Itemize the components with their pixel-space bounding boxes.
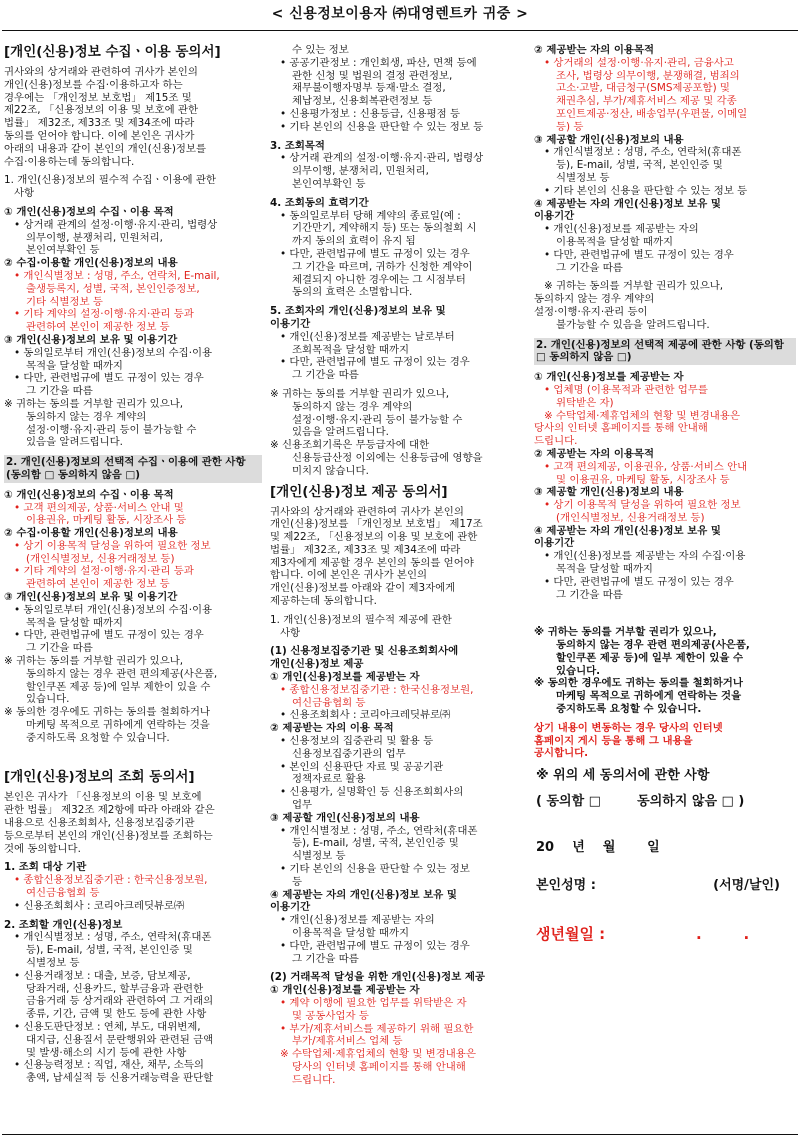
col1-line[interactable]: 2. 개인(신용)정보의 선택적 수집ㆍ이용에 관한 사항 (동의함 □ 동의하지 않음 □) — [4, 455, 262, 483]
col1-line: 여신금융협회 등 — [26, 887, 100, 900]
col2-line: 동의의 효력은 소멸합니다. — [292, 286, 413, 299]
col3-line: 그 기간을 따름 — [556, 261, 623, 274]
col1-line: 1. 개인(신용)정보의 필수적 수집ㆍ이용에 관한 — [4, 174, 216, 187]
col1-line: • 신용능력정보 : 직업, 재산, 채무, 소득의 — [14, 1059, 204, 1072]
col2-line: 그 기간을 따름 — [292, 952, 359, 965]
col1-line: ① 개인(신용)정보의 수집ㆍ이용 목적 — [4, 488, 174, 501]
col3-line: 할인쿠폰 제공 등)에 일부 제한이 있을 수 — [556, 651, 744, 664]
col2-line: • 부가/제휴서비스를 제공하기 위해 필요한 — [280, 1022, 474, 1035]
col2-line: 1. 개인(신용)정보의 필수적 제공에 관한 — [270, 613, 452, 626]
col1-line: 내용으로 신용조회회사, 신용정보집중기관 — [4, 817, 195, 830]
col1-line: • 고객 편의제공, 상품·서비스 안내 및 — [14, 501, 184, 514]
col2-line: • 신용평가, 실명확인 등 신용조회회사의 — [280, 786, 464, 799]
col2-line: • 종합신용정보집중기관 : 한국신용정보원, — [280, 683, 474, 696]
col3-line: 공시합니다. — [534, 747, 589, 760]
col1-line: 있습니다. — [26, 693, 70, 706]
col2-line: 부가/제휴서비스 업체 등 — [292, 1035, 403, 1048]
col1-line: 개인(신용)정보를 수집·이용하고자 하는 — [4, 78, 183, 91]
col2-line: 3. 조회목적 — [270, 139, 325, 152]
col3-line: • 다만, 관련법규에 별도 규정이 있는 경우 — [544, 248, 734, 261]
title-rule — [2, 30, 798, 31]
col1-line: ※ 귀하는 동의를 거부할 권리가 있으나, — [4, 655, 184, 668]
col1-line: ③ 개인(신용)정보의 보유 및 이용기간 — [4, 591, 178, 604]
col3-line: ① 개인(신용)정보를 제공받는 자 — [534, 371, 684, 384]
col3-line: • 개인식별정보 : 성명, 주소, 연락처(휴대폰 — [544, 146, 742, 159]
col2-line: 체납정보, 신용회복관련정보 등 — [292, 95, 433, 108]
col2-line: 이용기간 — [270, 317, 311, 330]
col2-line: 제3자에게 제공할 경우 본인의 동의를 얻어야 — [270, 556, 474, 569]
col3-line: • 기타 본인의 신용을 판단할 수 있는 정보 등 — [544, 184, 748, 197]
col2-line: (1) 신용정보집중기관 및 신용조회회사에 — [270, 645, 459, 658]
col2-line: 귀사와의 상거래와 관련하여 귀사가 본인의 — [270, 505, 464, 518]
col3-line: 목적을 달성할 때까지 — [556, 563, 653, 576]
col1-line: 제22조, 「신용정보의 이용 및 보호에 관한 — [4, 104, 198, 117]
col3-line: • 고객 편의제공, 이용권유, 상품·서비스 안내 — [544, 460, 748, 473]
col3-line: • 개인(신용)정보를 제공받는 자의 — [544, 223, 699, 236]
col1-line: 마케팅 목적으로 귀하에게 연락하는 것을 — [26, 719, 210, 732]
col3-line: 상기 내용이 변동하는 경우 당사의 인터넷 — [534, 721, 723, 734]
col2-line: 당사의 인터넷 홈페이지를 통해 안내해 — [292, 1060, 466, 1073]
col2-line: 채무불이행자명부 등재·말소 결정, — [292, 82, 446, 95]
col1-line: ② 수집·이용할 개인(신용)정보의 내용 — [4, 527, 178, 540]
col3-line: (개인식별정보, 신용거래정보 등) — [556, 511, 705, 524]
col3-line: • 업체명 (이용목적과 관련한 업무를 — [544, 383, 708, 396]
col1-line: 중지하도록 요청할 수 있습니다. — [26, 731, 170, 744]
signature-label: 본인성명 : — [536, 878, 596, 893]
col2-line: • 다만, 관련법규에 별도 규정이 있는 경우 — [280, 247, 470, 260]
col2-line: ④ 제공받는 자의 개인(신용)정보 보유 및 — [270, 888, 457, 901]
col3-line: • 다만, 관련법규에 별도 규정이 있는 경우 — [544, 575, 734, 588]
col2-line: • 기타 본인의 신용을 판단할 수 있는 정보 — [280, 863, 470, 876]
col2-line: ① 개인(신용)정보를 제공받는 자 — [270, 984, 420, 997]
col3-line: ② 제공받는 자의 이용목적 — [534, 44, 655, 56]
col1-line: • 종합신용정보집중기관 : 한국신용정보원, — [14, 874, 208, 887]
col2-line: 기간만기, 계약해지 등) 또는 동의철회 시 — [292, 222, 477, 235]
col3-line: ④ 제공받는 자의 개인(신용)정보 보유 및 — [534, 524, 721, 537]
col1-line: • 다만, 관련법규에 별도 규정이 있는 경우 — [14, 629, 204, 642]
col3-line: ※ 귀하는 동의를 거부할 권리가 있으나, — [534, 626, 717, 639]
col1-line: 아래의 내용과 같이 본인의 개인(신용)정보를 — [4, 142, 206, 155]
col2-line: 및 공동사업자 등 — [292, 1009, 369, 1022]
consent-summary — [536, 768, 794, 944]
column-provision-consent — [534, 44, 796, 760]
col1-line: 2. 조회할 개인(신용)정보 — [4, 918, 123, 931]
date-line[interactable]: 20 년 월 일 — [536, 840, 660, 855]
col2-line: 동의하지 않는 경우 계약의 — [292, 400, 413, 413]
col3-line: 불가능할 수 있음을 알려드립니다. — [556, 318, 710, 331]
col2-line: [개인(신용)정보 제공 동의서] — [270, 483, 448, 500]
col2-line: 합니다. 이에 본인은 귀사가 본인의 — [270, 569, 428, 582]
col1-line: • 신용조회회사 : 코리아크레딧뷰로㈜ — [14, 899, 185, 912]
col1-line: • 기타 계약의 설정·이행·유지·관리 등과 — [14, 308, 194, 321]
col2-line: 제공하는데 동의합니다. — [270, 595, 377, 608]
col2-line: 5. 조회자의 개인(신용)정보의 보유 및 — [270, 305, 446, 318]
col1-line: • 상기 이용목적 달성을 위하여 필요한 정보 — [14, 539, 211, 552]
col1-line: • 개인식별정보 : 성명, 주소, 연락처(휴대폰 — [14, 931, 212, 944]
col2-line: 식별정보 등 — [292, 850, 346, 863]
col2-line: 미치지 않습니다. — [292, 464, 369, 477]
col2-line: 및 제22조, 「신용정보의 이용 및 보호에 관한 — [270, 531, 478, 544]
col1-line: 동의하지 않는 경우 계약의 — [26, 410, 147, 423]
col2-line: 본인여부확인 등 — [292, 177, 366, 190]
col1-line — [4, 751, 262, 764]
col3-line: ※ 동의한 경우에도 귀하는 동의를 철회하거나 — [534, 677, 743, 690]
col3-line: 중지하도록 요청할 수 있습니다. — [556, 703, 702, 716]
col3-line: ② 제공받는 자의 이용목적 — [534, 447, 655, 460]
col3-line: 식별정보 등 — [556, 171, 610, 184]
col1-line: [개인(신용)정보 수집ㆍ이용 동의서] — [4, 44, 221, 60]
col2-line: • 다만, 관련법규에 별도 규정이 있는 경우 — [280, 939, 470, 952]
col2-line: 개인(신용)정보를 「개인정보 보호법」 제17조 — [270, 518, 483, 531]
col3-line: 그 기간을 따름 — [556, 588, 623, 601]
col1-line: 관련하여 본인이 제공한 정보 등 — [26, 578, 170, 591]
consent-summary-heading: ※ 위의 세 동의서에 관한 사항 — [536, 768, 710, 783]
col1-line: 그 기간을 따름 — [26, 385, 93, 398]
col2-line: 여신금융협회 등 — [292, 696, 366, 709]
col3-line: 등) 등 — [556, 120, 584, 133]
col3-line: 동의하지 않는 경우 관련 편의제공(사은품, — [556, 639, 750, 652]
col1-line: 그 기간을 따름 — [26, 642, 93, 655]
col1-line: 동의하지 않는 경우 관련 편의제공(사은품, — [26, 667, 218, 680]
col1-line: • 기타 계약의 설정·이행·유지·관리 등과 — [14, 565, 194, 578]
col1-line: ※ 귀하는 동의를 거부할 권리가 있으나, — [4, 397, 184, 410]
col3-line: 고소·고발, 대금청구(SMS제공포함) 및 — [556, 82, 730, 95]
col1-line: ③ 개인(신용)정보의 보유 및 이용기간 — [4, 333, 178, 346]
col1-line: 당좌거래, 신용카드, 할부금융과 관련한 — [26, 982, 204, 995]
col3-line: ③ 제공할 개인(신용)정보의 내용 — [534, 133, 684, 146]
col3-line: 동의하지 않는 경우 계약의 — [534, 293, 655, 306]
col2-line: 그 기간을 따름 — [292, 369, 359, 382]
col3-line: 이용기간 — [534, 210, 575, 223]
col2-line: • 신용평가정보 : 신용등급, 신용평점 등 — [280, 107, 461, 120]
col1-line: 있음을 알려드립니다. — [26, 436, 123, 449]
col1-line: 목적을 달성할 때까지 — [26, 359, 123, 372]
col3-line: 당사의 인터넷 홈페이지를 통해 안내해 — [534, 422, 708, 435]
col1-line: • 동의일로부터 개인(신용)정보의 수집·이용 — [14, 603, 213, 616]
col2-line: 있음을 알려드립니다. — [292, 426, 389, 439]
signature-hint: (서명/날인) — [713, 878, 780, 893]
col3-line: • 상거래의 설정·이행·유지·관리, 금융사고 — [544, 56, 734, 69]
col1-line: 설정·이행·유지·관리 등이 불가능할 수 — [26, 423, 197, 436]
col1-line: 목적을 달성할 때까지 — [26, 616, 123, 629]
col2-line: ② 제공받는 자의 이용 목적 — [270, 722, 394, 735]
col1-line: 종류, 기간, 금액 및 한도 등에 관한 사항 — [26, 1008, 207, 1021]
col2-line: • 신용조회회사 : 코리아크레딧뷰로㈜ — [280, 709, 451, 722]
col1-line: 사항 — [14, 187, 35, 200]
col1-line: [개인(신용)정보의 조회 동의서] — [4, 769, 195, 786]
col2-line: 업무 — [292, 799, 313, 812]
col3-line: 포인트제공·정산, 배송업무(우편물, 이메일 — [556, 107, 748, 120]
col2-line: 개인(신용)정보를 아래와 같이 제3자에게 — [270, 582, 456, 595]
col1-line: 법률」 제32조, 제33조 및 제34조에 따라 — [4, 117, 195, 130]
col1-line: 것에 동의합니다. — [4, 842, 81, 855]
consent-summary-options[interactable]: ( 동의함 □ 동의하지 않음 □ ) — [536, 794, 745, 809]
col2-line: • 개인(신용)정보를 제공받는 자의 — [280, 914, 435, 927]
col1-line: 등으로부터 본인의 개인(신용)정보를 조회하는 — [4, 829, 213, 842]
col2-line: • 본인의 신용판단 자료 및 공공기관 — [280, 760, 444, 773]
col1-line: • 신용도판단정보 : 연체, 부도, 대위변제, — [14, 1020, 201, 1033]
col2-line: 신용정보집중기관의 업무 — [292, 747, 406, 760]
col3-line[interactable]: 2. 개인(신용)정보의 선택적 제공에 관한 사항 (동의함 □ 동의하지 않음 □) — [534, 338, 796, 366]
col3-line: 있습니다. — [556, 664, 601, 677]
col2-line: • 동의일로부터 당해 계약의 종료일(예 : — [280, 209, 461, 222]
col2-line: 등), E-mail, 성별, 국적, 본인인증 및 — [292, 837, 459, 850]
col2-line: 이용기간 — [270, 901, 311, 914]
col2-line: 설정·이행·유지·관리 등이 불가능할 수 — [292, 413, 463, 426]
col2-line: 까지 동의의 효력이 유지 됨 — [292, 235, 416, 248]
col1-line: 본인여부확인 등 — [26, 244, 100, 257]
col3-line: 이용목적을 달성할 때까지 — [556, 235, 674, 248]
col1-line: ※ 동의한 경우에도 귀하는 동의를 철회하거나 — [4, 706, 210, 719]
col1-line: 금융거래 등 상거래와 관련하여 그 거래의 — [26, 995, 214, 1008]
col1-line: 1. 조회 대상 기관 — [4, 861, 87, 874]
col2-line: • 계약 이행에 필요한 업무를 위탁받은 자 — [280, 996, 467, 1009]
col3-line: 설정·이행·유지·관리 등이 — [534, 305, 648, 318]
col1-line: 동의를 얻어야 합니다. 이에 본인은 귀사가 — [4, 129, 195, 142]
col1-line: 본인은 귀사가 「신용정보의 이용 및 보호에 — [4, 791, 202, 804]
col1-line: ② 수집·이용할 개인(신용)정보의 내용 — [4, 257, 178, 270]
col1-line: 귀사와의 상거래와 관련하여 귀사가 본인의 — [4, 66, 198, 78]
birthdate-dots: . . — [696, 925, 750, 943]
col1-line: (개인식별정보, 신용거래정보 등) — [26, 552, 175, 565]
col3-line: 조사, 법령상 의무이행, 분쟁해결, 범죄의 — [556, 69, 740, 82]
col2-line: 의무이행, 분쟁처리, 민원처리, — [292, 165, 429, 178]
col1-line: 할인쿠폰 제공 등)에 일부 제한이 있을 수 — [26, 680, 211, 693]
col2-line: 조회목적을 달성할 때까지 — [292, 343, 410, 356]
col3-line: 등), E-mail, 성별, 국적, 본인인증 및 — [556, 159, 723, 172]
col1-line: 등), E-mail, 성별, 국적, 본인인증 및 — [26, 944, 193, 957]
col1-line: • 동의일로부터 개인(신용)정보의 수집·이용 — [14, 346, 213, 359]
col2-line: ※ 신용조회기록은 무등급자에 대한 — [270, 439, 430, 452]
col2-line: • 공공기관정보 : 개인회생, 파산, 면책 등에 — [280, 56, 477, 69]
col1-line: 출생등록지, 성별, 국적, 본인인증정보, — [26, 282, 200, 295]
col2-line: 법률」 제32조, 제33조 및 제34조에 따라 — [270, 543, 461, 556]
col3-line: ③ 제공할 개인(신용)정보의 내용 — [534, 486, 684, 499]
column-inquiry-provision-consent — [270, 44, 524, 1087]
col1-line: 수집·이용하는데 동의합니다. — [4, 155, 135, 168]
col2-line: 사항 — [280, 626, 301, 639]
col1-line: 경우에는 「개인정보 보호법」 제15조 및 — [4, 91, 192, 104]
col1-line: ① 개인(신용)정보의 수집ㆍ이용 목적 — [4, 205, 174, 218]
col3-line: 채권추심, 부가/제휴서비스 제공 및 각종 — [556, 95, 737, 108]
birthdate-line[interactable] — [536, 926, 794, 944]
col1-line: 및 발생·해소의 시기 등에 관한 사항 — [26, 1046, 187, 1059]
col3-line: • 상기 이용목적 달성을 위하여 필요한 정보 — [544, 499, 741, 512]
col2-line: ① 개인(신용)정보를 제공받는 자 — [270, 671, 420, 684]
col2-line: • 개인(신용)정보를 제공받는 날로부터 — [280, 330, 455, 343]
col3-line: • 개인(신용)정보를 제공받는 자의 수집·이용 — [544, 550, 746, 563]
col1-line: • 다만, 관련법규에 별도 규정이 있는 경우 — [14, 372, 204, 385]
col2-line: 4. 조회동의 효력기간 — [270, 196, 369, 209]
col1-line: 관한 법률」 제32조 제2항에 따라 아래와 같은 — [4, 804, 215, 817]
col3-line: ④ 제공받는 자의 개인(신용)정보 보유 및 — [534, 197, 721, 210]
col1-line: 이용권유, 마케팅 활동, 시장조사 등 — [26, 514, 187, 527]
col2-line: 관한 신청 및 법원의 결정 관련정보, — [292, 69, 453, 82]
document-title: < 신용정보이용자 ㈜대영렌트카 귀중 > — [271, 6, 529, 22]
col1-line: • 상거래 관계의 설정·이행·유지·관리, 법령상 — [14, 218, 218, 231]
col2-line: ③ 제공할 개인(신용)정보의 내용 — [270, 811, 420, 824]
column-collection-consent — [4, 44, 262, 1085]
col3-line: 이용기간 — [534, 537, 575, 550]
col1-line: 식별정보 등 — [26, 957, 80, 969]
col1-line: 의무이행, 분쟁처리, 민원처리, — [26, 231, 163, 244]
col2-line: 그 기간을 따르며, 귀하가 신청한 계약이 — [292, 260, 473, 273]
col1-line: • 개인식별정보 : 성명, 주소, 연락처, E-mail, — [14, 269, 220, 282]
col2-line: 드립니다. — [292, 1073, 336, 1086]
col3-line: ※ 수탁업체·제휴업체의 현황 및 변경내용은 — [544, 409, 740, 422]
col2-line: 체결되지 아니한 경우에는 그 시점부터 — [292, 273, 466, 286]
col2-line: 이용목적을 달성할 때까지 — [292, 927, 410, 939]
col2-line: • 신용정보의 집중관리 및 활용 등 — [280, 735, 434, 748]
col2-line: • 상거래 관계의 설정·이행·유지·관리, 법령상 — [280, 152, 484, 165]
col2-line: 수 있는 정보 — [292, 44, 349, 56]
col3-line: 및 이용권유, 마케팅 활동, 시장조사 등 — [556, 473, 730, 486]
col1-line: 관련하여 본인이 제공한 정보 등 — [26, 321, 170, 334]
col2-line: ※ 귀하는 동의를 거부할 권리가 있으나, — [270, 387, 450, 400]
col2-line: ※ 수탁업체·제휴업체의 현황 및 변경내용은 — [280, 1048, 476, 1061]
col2-line: • 개인식별정보 : 성명, 주소, 연락처(휴대폰 — [280, 824, 478, 837]
col3-line: 위탁받은 자) — [556, 396, 614, 409]
col2-line: • 다만, 관련법규에 별도 규정이 있는 경우 — [280, 356, 470, 369]
col3-line: 드립니다. — [534, 435, 578, 448]
col2-line: 신용등급산정 이외에는 신용등급에 영향을 — [292, 451, 483, 464]
signature-line[interactable] — [536, 878, 794, 896]
col2-line: 등 — [292, 875, 303, 888]
col1-line: 대지급, 신용질서 문란행위와 관련된 금액 — [26, 1033, 214, 1046]
col3-line — [534, 607, 796, 620]
col2-line: (2) 거래목적 달성을 위한 개인(신용)정보 제공 — [270, 971, 485, 984]
col1-line: • 신용거래정보 : 대출, 보증, 담보제공, — [14, 969, 191, 982]
col1-line: 총액, 납세실적 등 신용거래능력을 판단할 — [26, 1072, 214, 1085]
col3-line: 마케팅 목적으로 귀하에게 연락하는 것을 — [556, 690, 742, 703]
birthdate-label: 생년월일 : — [536, 925, 606, 943]
col2-line: 개인(신용)정보 제공 — [270, 658, 364, 671]
bottom-rule — [2, 1134, 798, 1135]
col3-line: 홈페이지 게시 등을 통해 그 내용을 — [534, 734, 693, 747]
col2-line: • 기타 본인의 신용을 판단할 수 있는 정보 등 — [280, 120, 484, 133]
col2-line: 정책자료로 활용 — [292, 773, 366, 786]
col1-line: 기타 식별정보 등 — [26, 295, 103, 308]
col3-line: ※ 귀하는 동의를 거부할 권리가 있으나, — [544, 280, 724, 293]
